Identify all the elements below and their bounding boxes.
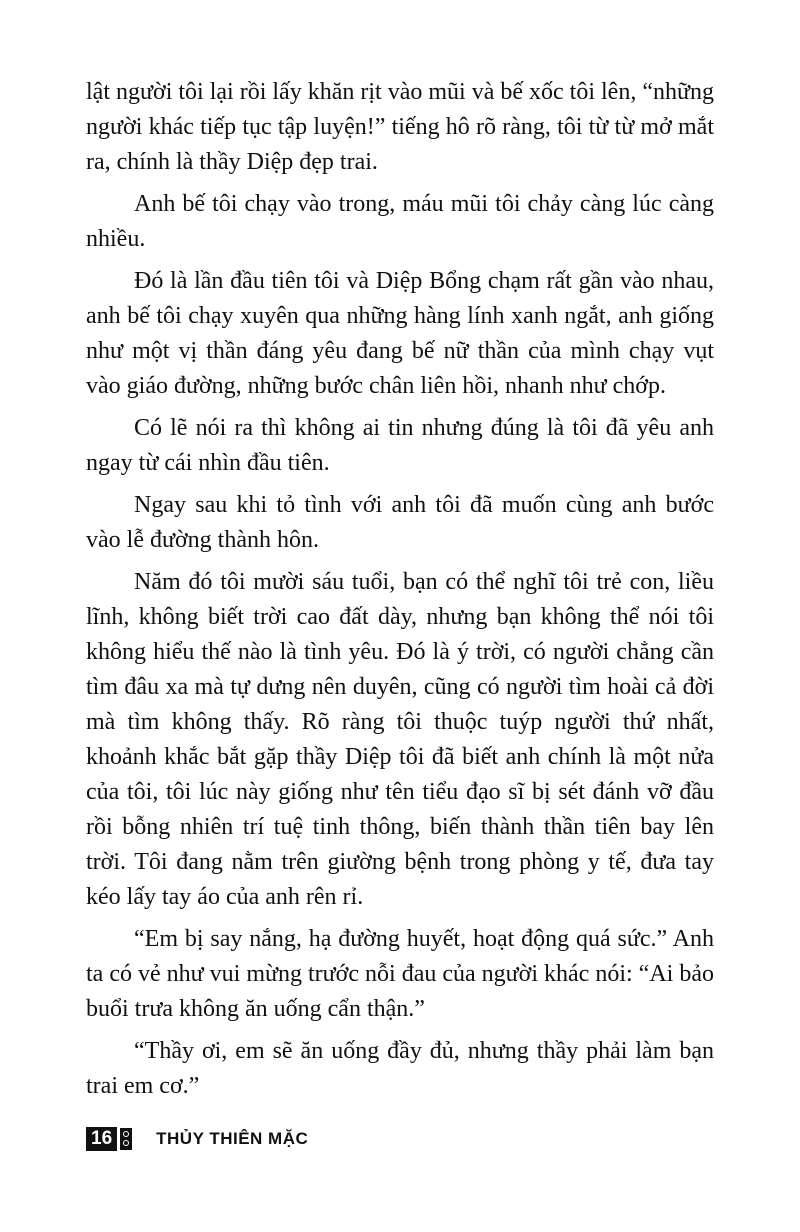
- body-text: [86, 75, 714, 1111]
- page-footer: [86, 1126, 308, 1152]
- paragraph: Năm đó tôi mười sáu tuổi, bạn có thể nghĩ tôi trẻ con, liều lĩnh, không biết trời cao đất dày, nhưng bạn không thể nói tôi không hiểu thế nào là tình yêu. Đó là ý trời, có người chẳng cần tìm đâu xa mà tự dưng nên duyên, cũng có người tìm hoài cả đời mà tìm không thấy. Rõ ràng tôi thuộc tuýp người thứ nhất, khoảnh khắc bắt gặp thầy Diệp tôi đã biết anh chính là một nửa của tôi, tôi lúc này giống như tên tiểu đạo sĩ bị sét đánh vỡ đầu rồi bỗng nhiên trí tuệ tinh thông, biến thành thần tiên bay lên trời. Tôi đang nằm trên giường bệnh trong phòng y tế, đưa tay kéo lấy tay áo của anh rên rỉ.: [86, 569, 714, 910]
- paragraph: Ngay sau khi tỏ tình với anh tôi đã muốn cùng anh bước vào lễ đường thành hôn.: [86, 492, 714, 553]
- paragraph: lật người tôi lại rồi lấy khăn rịt vào mũi và bế xốc tôi lên, “những người khác tiếp tục tập luyện!” tiếng hô rõ ràng, tôi từ từ mở mắt ra, chính là thầy Diệp đẹp trai.: [86, 79, 714, 175]
- running-footer-author: THỦY THIÊN MẶC: [156, 1129, 309, 1148]
- page-number: 16: [86, 1127, 117, 1151]
- ornament-icon: [120, 1128, 132, 1150]
- paragraph: “Thầy ơi, em sẽ ăn uống đầy đủ, nhưng thầy phải làm bạn trai em cơ.”: [86, 1038, 714, 1099]
- paragraph: Đó là lần đầu tiên tôi và Diệp Bổng chạm rất gần vào nhau, anh bế tôi chạy xuyên qua những hàng lính xanh ngắt, anh giống như một vị thần đáng yêu đang bế nữ thần của mình chạy vụt vào giáo đường, những bước chân liên hồi, nhanh như chớp.: [86, 268, 714, 399]
- paragraph: “Em bị say nắng, hạ đường huyết, hoạt động quá sức.” Anh ta có vẻ như vui mừng trước nỗi đau của người khác nói: “Ai bảo buổi trưa không ăn uống cẩn thận.”: [86, 926, 714, 1022]
- paragraph: Anh bế tôi chạy vào trong, máu mũi tôi chảy càng lúc càng nhiều.: [86, 191, 714, 252]
- paragraph: Có lẽ nói ra thì không ai tin nhưng đúng là tôi đã yêu anh ngay từ cái nhìn đầu tiên.: [86, 415, 714, 476]
